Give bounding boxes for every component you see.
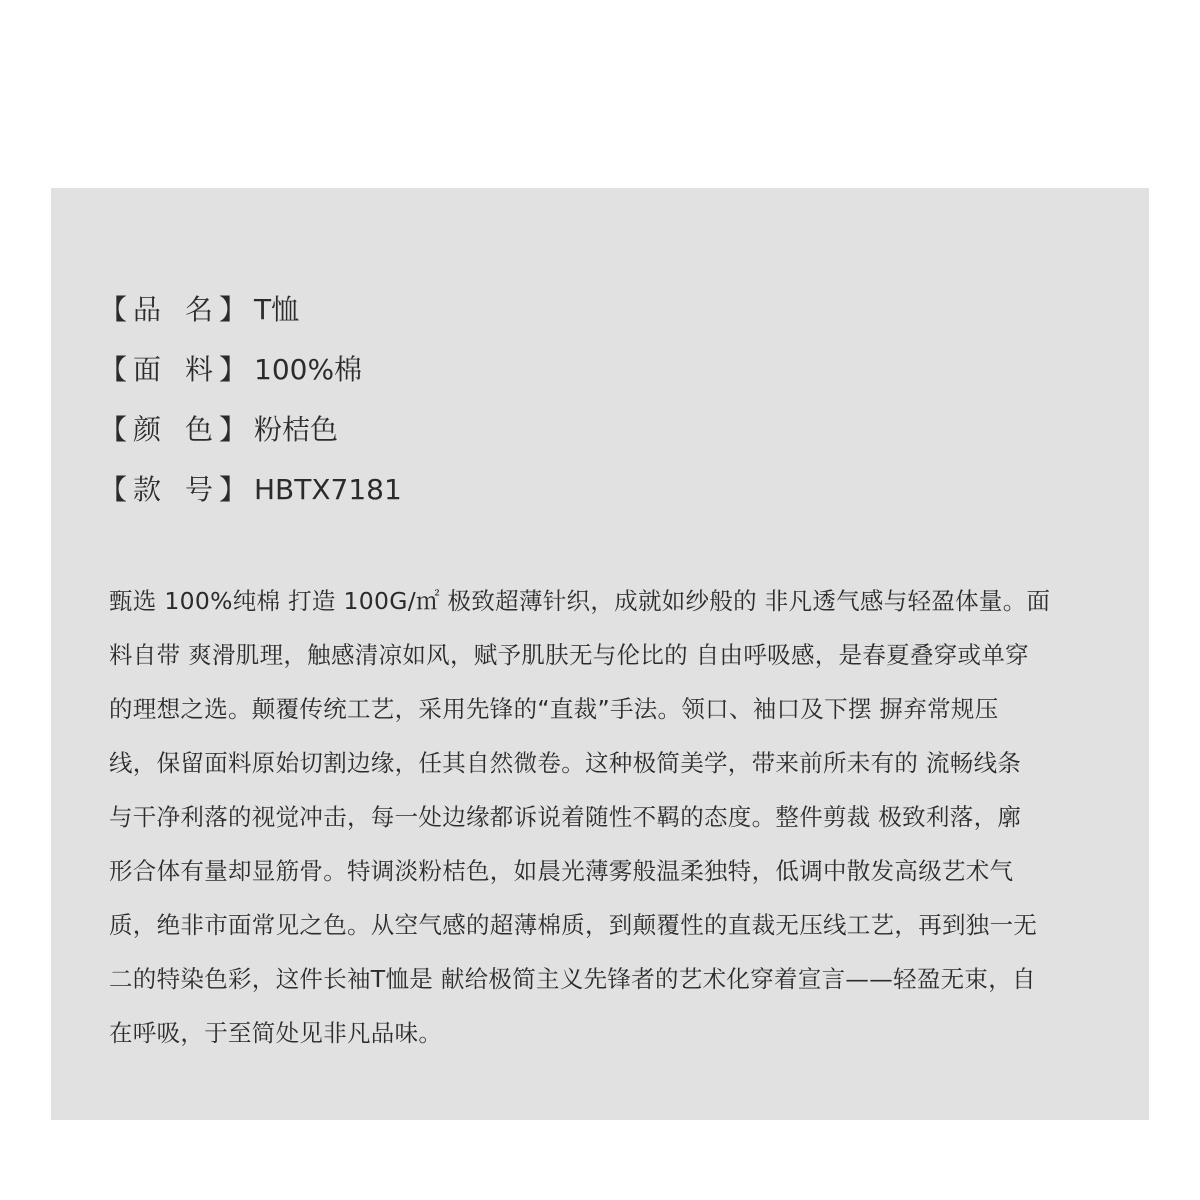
- spec-list: [99, 280, 402, 520]
- spec-value-name: T恤: [254, 293, 300, 326]
- spec-label-char: 颜: [133, 413, 162, 446]
- spec-row-color: [99, 400, 402, 460]
- description-line: 二的特染色彩，这件长袖T恤是 献给极简主义先锋者的艺术化穿着宣言——轻盈无束，自: [109, 965, 1036, 993]
- spec-label-char: 品: [133, 293, 162, 326]
- spec-label: [99, 460, 254, 520]
- description-line: 料自带 爽滑肌理，触感清凉如风，赋予肌肤无与伦比的 自由呼吸感，是春夏叠穿或单穿: [109, 641, 1029, 669]
- description-line: 形合体有量却显筋骨。特调淡粉桔色，如晨光薄雾般温柔独特，低调中散发高级艺术气: [109, 857, 1014, 885]
- spec-label-char: 色: [185, 413, 214, 446]
- spec-label-char: 号: [185, 473, 214, 506]
- description-line: 甄选 100%纯棉 打造 100G/㎡ 极致超薄针织，成就如纱般的 非凡透气感与轻盈体量。面: [109, 587, 1051, 615]
- description-line: 与干净利落的视觉冲击，每一处边缘都诉说着随性不羁的态度。整件剪裁 极致利落，廓: [109, 803, 1022, 831]
- bracket-open: 【: [99, 353, 128, 386]
- spec-label: [99, 280, 254, 340]
- spec-row-fabric: [99, 340, 402, 400]
- bracket-open: 【: [99, 473, 128, 506]
- spec-value-color: 粉桔色: [254, 413, 339, 446]
- spec-label: [99, 400, 254, 460]
- bracket-close: 】: [219, 353, 248, 386]
- description-line: 在呼吸，于至简处见非凡品味。: [109, 1019, 443, 1047]
- description-line: 质，绝非市面常见之色。从空气感的超薄棉质，到颠覆性的直裁无压线工艺，再到独一无: [109, 911, 1038, 939]
- spec-row-style-number: [99, 460, 402, 520]
- spec-label-char: 款: [133, 473, 162, 506]
- bracket-open: 【: [99, 293, 128, 326]
- product-description: [109, 574, 1129, 1060]
- description-line: 线，保留面料原始切割边缘，任其自然微卷。这种极简美学，带来前所未有的 流畅线条: [109, 749, 1022, 777]
- bracket-close: 】: [219, 293, 248, 326]
- spec-label-char: 名: [185, 293, 214, 326]
- description-line: 的理想之选。颠覆传统工艺，采用先锋的“直裁”手法。领口、袖口及下摆 摒弃常规压: [109, 695, 999, 723]
- bracket-open: 【: [99, 413, 128, 446]
- bracket-close: 】: [219, 413, 248, 446]
- spec-label-char: 料: [185, 353, 214, 386]
- spec-value-style-number: HBTX7181: [254, 473, 402, 506]
- spec-label-char: 面: [133, 353, 162, 386]
- spec-label: [99, 340, 254, 400]
- spec-value-fabric: 100%棉: [254, 353, 363, 386]
- spec-row-name: [99, 280, 402, 340]
- bracket-close: 】: [219, 473, 248, 506]
- product-info-panel: [51, 188, 1149, 1120]
